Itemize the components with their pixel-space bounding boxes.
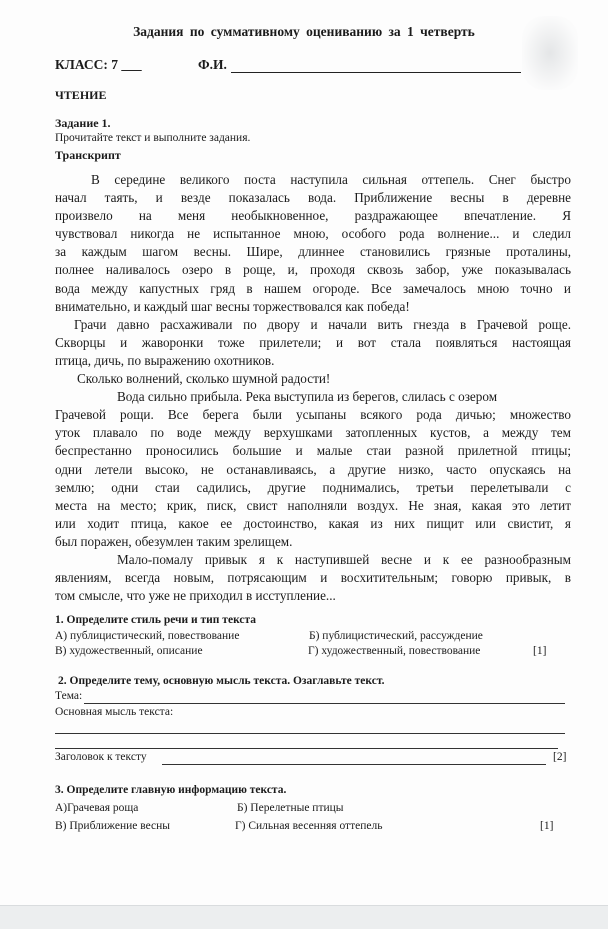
q1-marks: [1] (533, 645, 547, 657)
passage-paragraph-1: В середине великого поста наступила сильная оттепель. Снег быстро начал таять, и везде показалась вода. Приближение весны в деревне произвело на меня необыкновенное, раздражающее впечатление. Я чувствовал никогда не испытанное мною, особого рода волнение... и следил за каждым шагом весны. Шире, длиннее становились грязные проталины, полнее наливалось озеро в роще, и, проходя сквозь забор, уже показывалась вода между капустных гряд в нашем огороде. Все замечалось мною точно и внимательно, и каждый шаг весны торжествовался как победа! (55, 172, 571, 314)
passage-paragraph-3: Сколько волнений, сколько шумной радости! (77, 371, 331, 387)
q3-marks: [1] (540, 820, 554, 832)
q1-option-b[interactable]: Б) публицистический, рассуждение (309, 630, 483, 642)
viewer-bottom-bar (0, 905, 608, 929)
question-2-title: 2. Определите тему, основную мысль текста. Озаглавьте текст. (58, 675, 385, 687)
transcript-label: Транскрипт (55, 148, 121, 162)
name-blank-line[interactable] (231, 72, 521, 73)
q1-option-a[interactable]: А) публицистический, повествование (55, 630, 240, 642)
q2-theme-label: Тема: (55, 690, 83, 702)
q2-marks: [2] (553, 751, 567, 763)
passage-paragraph-5: Мало-помалу привык я к наступившей весне и к ее разнообразным явлениям, всегда новым, потрясающим и восхитительным; говорю привык, в том смысле, что уже не приходил в исступление... (55, 551, 571, 604)
task-title: Задание 1. (55, 116, 111, 130)
question-1-title: 1. Определите стиль речи и тип текста (55, 614, 257, 626)
q2-idea-answer-line-2[interactable] (55, 748, 558, 749)
q3-option-a[interactable]: А)Грачевая роща (55, 802, 139, 814)
q1-option-d[interactable]: Г) художественный, повествование (308, 645, 481, 657)
q3-option-b[interactable]: Б) Перелетные птицы (237, 802, 344, 814)
question-3-title: 3. Определите главную информацию текста. (55, 784, 287, 796)
q2-theme-answer-line[interactable] (84, 703, 565, 704)
section-heading: ЧТЕНИЕ (55, 88, 107, 102)
q3-option-c[interactable]: В) Приближение весны (55, 820, 170, 832)
q2-heading-label: Заголовок к тексту (55, 751, 147, 763)
q2-idea-answer-line-1[interactable] (55, 733, 565, 734)
task-instruction: Прочитайте текст и выполните задания. (55, 132, 251, 144)
q1-option-c[interactable]: В) художественный, описание (55, 645, 203, 657)
worksheet-title: Задания по суммативному оцениванию за 1 четверть (133, 24, 475, 39)
class-label: КЛАСС: 7 ___ (55, 57, 142, 72)
q3-option-d[interactable]: Г) Сильная весенняя оттепель (235, 820, 383, 832)
passage-paragraph-2: Грачи давно расхаживали по двору и начали вить гнезда в Грачевой роще. Скворцы и жаворонки тоже прилетели; и вот стала появляться настоящая птица, дичь, по выражению охотников. (55, 316, 571, 368)
passage-paragraph-4: Вода сильно прибыла. Река выступила из берегов, слилась с озером Грачевой рощи. Все берега были усыпаны всякого рода дичью; множество уток плавало по воде между верхушками затопленных кустов, а между тем беспрестанно проносились большие и малые стаи разной прилетной птицы; одни летели высоко, не останавливаясь, а другие низко, часто опускаясь на землю; одни стаи садились, другие поднимались, третьи перелетывали с места на место; крик, писк, свист наполняли воздух. Не зная, какая это летит или ходит птица, какое ее достоинство, какая из них пищит или свистит, я был поражен, обезумлен таким зрелищем. (55, 389, 571, 549)
reading-passage (55, 171, 571, 605)
q2-heading-answer-line[interactable] (162, 764, 546, 765)
q2-idea-label: Основная мысль текста: (55, 706, 174, 718)
name-label: Ф.И. (198, 57, 227, 72)
